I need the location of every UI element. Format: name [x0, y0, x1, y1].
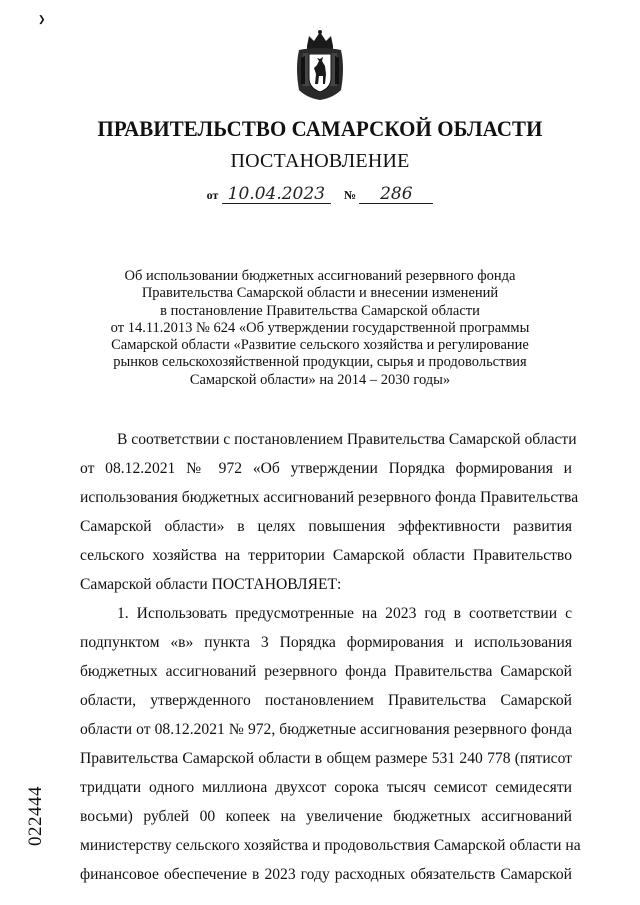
heading-line: рынков сельскохозяйственной продукции, сырья и продовольствия [113, 354, 527, 371]
body-line: области, утвержденного постановлением Правительства Самарской [80, 692, 572, 709]
body-line: 1. Использовать предусмотренные на 2023 год в соответствии с [117, 605, 572, 622]
side-serial-number-text: 022444 [25, 785, 46, 846]
body-line: использования бюджетных ассигнований резервного фонда Правительства [80, 489, 579, 506]
document-number: 286 [359, 186, 433, 204]
body-line: Правительства Самарской области в общем размере 531 240 778 (пятисот [80, 750, 572, 767]
body-line: финансовое обеспечение в 2023 году расходных обязательств Самарской [80, 866, 572, 883]
heading-line: Самарской области «Развитие сельского хозяйства и регулирование [111, 337, 529, 354]
document-date: 10.04.2023 [222, 186, 331, 204]
document-body [80, 0, 581, 905]
body-line: сельского хозяйства на территории Самарской области Правительство [80, 547, 572, 564]
body-line: министерству сельского хозяйства и продовольствия Самарской области на [80, 837, 581, 854]
corner-mark: ❯ [38, 14, 46, 24]
heading-line: Правительства Самарской области и внесении изменений [141, 285, 499, 302]
document-type: ПОСТАНОВЛЕНИЕ [230, 150, 410, 172]
body-line: В соответствии с постановлением Правительства Самарской области [117, 431, 577, 448]
body-line: Самарской области» в целях повышения эффективности развития [80, 518, 572, 535]
heading-line: Об использовании бюджетных ассигнований резервного фонда [124, 268, 516, 284]
body-line: от 08.12.2021 № 972 «Об утверждении Порядка формирования и [80, 460, 572, 477]
body-line: Самарской области ПОСТАНОВЛЯЕТ: [80, 576, 342, 593]
government-title: ПРАВИТЕЛЬСТВО САМАРСКОЙ ОБЛАСТИ [97, 116, 543, 141]
body-line: подпунктом «в» пункта 3 Порядка формирования и использования [80, 634, 572, 651]
side-serial-number [24, 768, 48, 863]
heading-line: от 14.11.2013 № 624 «Об утверждении государственной программы [110, 319, 530, 336]
date-prefix: от [206, 188, 219, 202]
body-line: бюджетных ассигнований резервного фонда Правительства Самарской [80, 663, 572, 680]
heading-line: в постановление Правительства Самарской области [160, 302, 480, 319]
body-line: восьми) рублей 00 копеек на увеличение бюджетных ассигнований [80, 808, 572, 825]
body-line: тридцати одного миллиона двухсот сорока тысяч семисот семидесяти [80, 779, 572, 796]
body-line: области от 08.12.2021 № 972, бюджетные ассигнования резервного фонда [80, 721, 572, 738]
number-prefix: № [344, 188, 357, 202]
heading-line: Самарской области» на 2014 – 2030 годы» [189, 371, 451, 388]
